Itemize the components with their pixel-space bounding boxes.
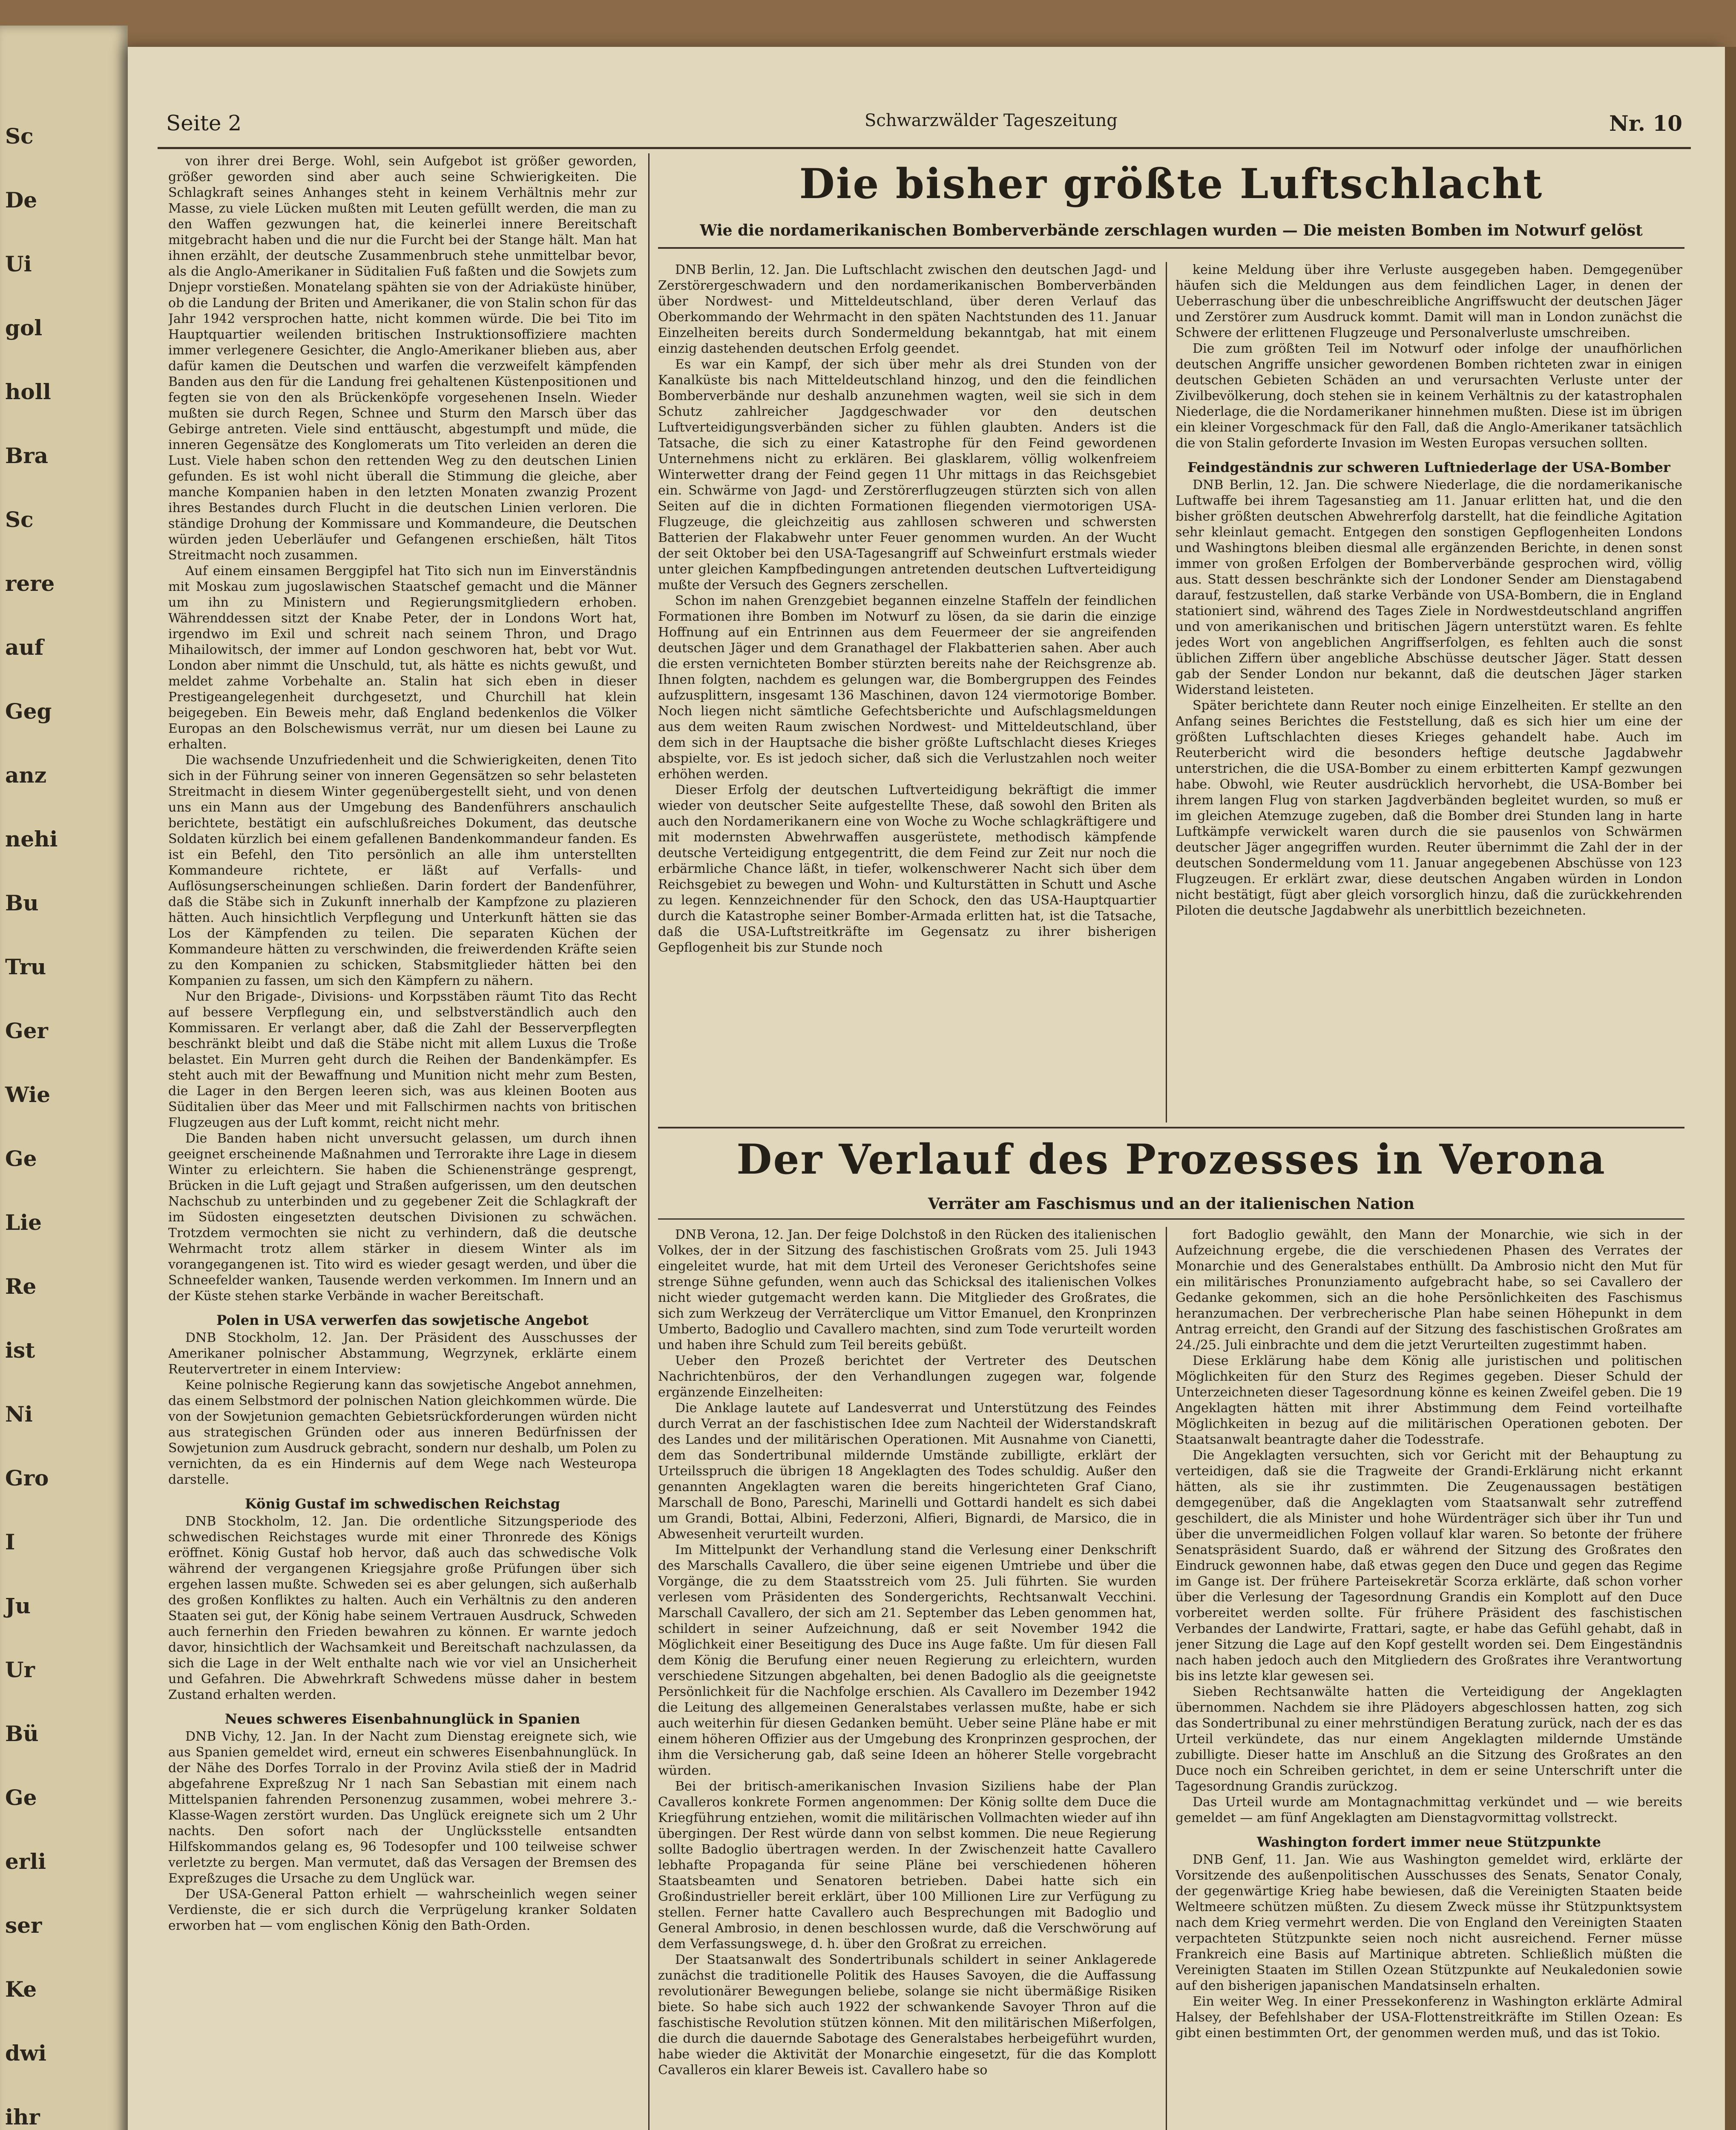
article1-column-a	[658, 262, 1156, 1123]
paragraph: DNB Genf, 11. Jan. Wie aus Washington gemeldet wird, erklärte der Vorsitzende des außenpolitischen Ausschusses des Senats, Senator Conaly, der gegenwärtige Krieg habe bewiesen, daß die Vereinigten Staaten beide Weltmeere schützen müßten. Zu diesem Zweck müsse ihr Stützpunktsystem nach dem Krieg vermehrt werden. Die von England den Vereinigten Staaten verpachteten Stützpunkte seien noch nicht ausreichend. Ferner müsse Frankreich eine Basis auf Martinique abtreten. Schließlich müßten die Vereinigten Staaten im Stillen Ozean Stützpunkte auf Neukaledonien sowie auf den bisherigen japanischen Mandatsinseln erhalten.	[1176, 1852, 1682, 1993]
previous-page-fragment: Ni	[5, 1402, 33, 1427]
article2-headline: Der Verlauf des Prozesses in Verona	[736, 1135, 1606, 1183]
paragraph: DNB Berlin, 12. Jan. Die schwere Niederlage, die die nordamerikanische Luftwaffe bei ihrem Tagesanstieg am 11. Januar erlitten hat, und die den bisher größten deutschen Abwehrerfolg darstellt, hat die feindliche Agitation sehr kleinlaut gemacht. Entgegen den sonstigen Gepflogenheiten Londons und Washingtons bleiben diesmal alle ergänzenden Berichte, in denen sonst immer von großen Erfolgen der Bomberverbände gesprochen wird, völlig aus. Statt dessen beschränkte sich der Londoner Sender am Dienstagabend darauf, festzustellen, daß starke Verbände von USA-Bombern, die in England stationiert sind, während des Tages Ziele in Nordwestdeutschland angriffen und von amerikanischen und britischen Jägern unterstützt waren. Es fehlte jedes Wort von angeblichen Angriffserfolgen, es fehlten auch die sonst üblichen Ziffern über angebliche Abschüsse deutscher Jäger. Statt dessen gab der Sender London nur bekannt, daß die deutschen Jäger starken Widerstand leisteten.	[1176, 478, 1682, 697]
newspaper-page	[128, 47, 1725, 2130]
paragraph: Die Angeklagten versuchten, sich vor Gericht mit der Behauptung zu verteidigen, daß sie die Tragweite der Grandi-Erklärung nicht erkannt hätten, als sie ihr zustimmten. Die Zeugenaussagen bestätigen demgegenüber, daß die Angeklagten vom Staatsanwalt sehr zutreffend geschildert, die als Minister und hohe Würdenträger sich über ihr Tun und über die unvermeidlichen Folgen vollauf klar waren. So betonte der frühere Senatspräsident Suardo, daß er während der Sitzung des Großrates den Eindruck gewonnen habe, daß etwas gegen den Duce und gegen das Regime im Gange ist. Der frühere Parteisekretär Scorza erklärte, daß schon vorher über die Verlesung der Tagesordnung Grandis ein Komplott auf den Duce vorbereitet werden sollte. Für frühere Präsident des faschistischen Verbandes der Landwirte, Frattari, sagte, er habe das Gefühl gehabt, daß in jener Sitzung die Lage auf den Kopf gestellt worden sei. Dem Eingeständnis nach haben jedoch auch den Mitgliedern des Großrates ihre Verantwortung bis ins letzte klar gewesen sei.	[1176, 1448, 1682, 1684]
page-header	[166, 111, 1682, 145]
previous-page-fragment: Re	[5, 1274, 37, 1299]
paragraph: Nur den Brigade-, Divisions- und Korpsstäben räumt Tito das Recht auf bessere Verpflegung ein, und selbstverständlich auch den Kommissaren. Er verlangt aber, daß die Zahl der Besserverpflegten beschränkt bleibt und daß die Stäbe nicht mit allem Luxus die Troße belastet. Ein Murren geht durch die Reihen der Bandenkämpfer. Es steht auch mit der Bewaffnung und Munition nicht mehr zum Besten, die Lager in den Bergen leeren sich, was aus kleinen Booten aus Süditalien über das Meer und mit Fallschirmen nachts von britischen Flugzeugen aus der Luft kommt, reicht nicht mehr.	[168, 989, 637, 1130]
column-divider	[1166, 262, 1167, 1123]
sub-headline: Polen in USA verwerfen das sowjetische Angebot	[216, 1312, 589, 1328]
paragraph: Ein weiter Weg. In einer Pressekonferenz in Washington erklärte Admiral Halsey, der Befehlshaber der USA-Flottenstreitkräfte im Stillen Ozean: Es gibt einen bestimmten Ort, der genommen werden muß, und das ist Tokio.	[1176, 1994, 1682, 2041]
previous-page-fragment: De	[5, 187, 37, 213]
paragraph: fort Badoglio gewählt, den Mann der Monarchie, wie sich in der Aufzeichnung ergebe, die die verschiedenen Phasen des Verrates der Monarchie und des Generalstabes enthüllt. Da Ambrosio nicht den Mut für ein militärisches Pronunziamento aufgebracht habe, so sei Cavallero der Gedanke gekommen, sich an die hohe Persönlichkeiten des Faschismus heranzumachen. Der verbrecherische Plan habe seinen Höhepunkt in dem Antrag erreicht, den Grandi auf der Sitzung des faschistischen Großrates am 24./25. Juli einbrachte und dem die jetzt Verurteilten zugestimmt haben.	[1176, 1227, 1682, 1353]
sub-headline: Washington fordert immer neue Stützpunkte	[1257, 1834, 1601, 1850]
previous-page-fragment: Sc	[5, 507, 34, 532]
previous-page-fragment: anz	[5, 763, 47, 788]
paragraph: Die Banden haben nicht unversucht gelassen, um durch ihnen geeignet erscheinende Maßnahmen und Terrorakte ihre Lage in diesem Winter zu erleichtern. Sie haben die Schienenstränge gesprengt, Brücken in die Luft gejagt und Straßen aufgerissen, um den deutschen Nachschub zu unterbinden und zu gegebener Zeit die Schlagkraft der im Südosten eingesetzten deutschen Divisionen zu schwächen. Trotzdem vermochten sie nicht zu verhindern, daß die deutsche Wehrmacht trotz allem stärker in diesem Winter als im vorangegangenen ist. Tito wird es wieder gesagt werden, und über die Schneefelder wanken, Tausende werden verkommen. Im Innern und an der Küste stehen starke Verbände in wacher Bereitschaft.	[168, 1131, 637, 1304]
previous-page-fragment: Gro	[5, 1465, 49, 1491]
article-separator	[658, 1127, 1684, 1128]
header-rule	[158, 147, 1691, 149]
previous-page-fragment: Bü	[5, 1721, 39, 1746]
article2-column-a	[658, 1227, 1156, 2130]
previous-page-fragment: ist	[5, 1338, 35, 1363]
previous-page-fragment: Ui	[5, 251, 32, 276]
previous-page-fragment: Ge	[5, 1146, 37, 1171]
previous-page-fragment: Wie	[5, 1082, 51, 1107]
previous-page-fragment: nehi	[5, 826, 58, 852]
article1-subheadline: Wie die nordamerikanischen Bomberverbände zerschlagen wurden — Die meisten Bomben im Notwurf gelöst	[700, 222, 1643, 239]
newspaper-name: Schwarzwälder Tageszeitung	[865, 111, 1118, 130]
paragraph: Bei der britisch-amerikanischen Invasion Siziliens habe der Plan Cavalleros konkrete Formen angenommen: Der König sollte dem Duce die Kriegführung entziehen, womit die militärischen Vollmachten wieder auf ihn übergingen. Der Rest würde dann von selbst kommen. Die neue Regierung sollte Badoglio übertragen werden. In der Zwischenzeit hatte Cavallero lebhafte Propaganda für seine Pläne bei verschiedenen höheren Staatsbeamten und Senatoren betrieben. Dabei hatte sich ein Großindustrieller bereit erklärt, über 100 Millionen Lire zur Verfügung zu stellen. Ferner hatte Cavallero auch Besprechungen mit Badoglio und General Ambrosio, in denen beschlossen wurde, daß die Verschwörung auf dem Verfassungswege, d. h. über den Großrat zu erreichen.	[658, 1779, 1156, 1952]
paragraph: Auf einem einsamen Berggipfel hat Tito sich nun im Einverständnis mit Moskau zum jugoslawischen Staatschef gemacht und die Männer um ihn zu Ministern und Regierungsmitgliedern erhoben. Währenddessen sitzt der Knabe Peter, der in Londons Wort hat, irgendwo im Exil und schreit nach seinem Thron, und Drago Mihailowitsch, der immer auf London geschworen hat, bebt vor Wut. London aber nimmt die Unschuld, tut, als hätte es nichts gewußt, und meldet zahme Vorbehalte an. Stalin hat sich eben in dieser Prestigeangelegenheit durchgesetzt, und Churchill hat klein beigegeben. Ein Beweis mehr, daß England bedenkenlos die Völker Europas an den Bolschewismus verrät, nur um diesen bei Laune zu erhalten.	[168, 564, 637, 752]
paragraph: Es war ein Kampf, der sich über mehr als drei Stunden von der Kanalküste bis nach Mitteldeutschland hinzog, und den die feindlichen Bomberverbände nur deshalb anzunehmen wagten, weil sie sich in dem Schutz zahlreicher Jagdgeschwader vor den deutschen Luftverteidigungsverbänden sicher zu fühlen glaubten. Anders ist die Tatsache, die sich zu einer Katastrophe für den Feind gewordenen Unternehmens nicht zu erklären. Bei glasklarem, völlig wolkenfreiem Winterwetter drang der Feind gegen 11 Uhr mittags in das Reichsgebiet ein. Schwärme von Jagd- und Zerstörerflugzeugen stürzten sich von allen Seiten auf die in dichten Formationen fliegenden viermotorigen USA-Flugzeuge, die gleichzeitig aus zahllosen schweren und schwersten Batterien der Flakabwehr unter Feuer genommen wurden. An der Wucht der seit Oktober bei den USA-Tagesangriff auf Schweinfurt erstmals wieder unter gleichen Kampfbedingungen antretenden deutschen Luftverteidigung mußte der Versuch des Gegners zerschellen.	[658, 357, 1156, 593]
previous-page-fragment: gol	[5, 315, 43, 340]
previous-page-fragment: erli	[5, 1849, 46, 1874]
article1-headline: Die bisher größte Luftschlacht	[799, 160, 1543, 208]
previous-page-fragment: Ke	[5, 1977, 37, 2002]
issue-number: Nr. 10	[1609, 111, 1682, 136]
paragraph: Ueber den Prozeß berichtet der Vertreter des Deutschen Nachrichtenbüros, der den Verhandlungen zugegen war, folgende ergänzende Einzelheiten:	[658, 1353, 1156, 1400]
article2-rule	[658, 1218, 1684, 1220]
previous-page-fragment: Ur	[5, 1657, 35, 1682]
paragraph: Im Mittelpunkt der Verhandlung stand die Verlesung einer Denkschrift des Marschalls Cavallero, die über seine eigenen Umtriebe und über die Vorgänge, die zu dem Staatsstreich vom 25. Juli führten. Sie wurden verlesen vom Präsidenten des Sondergerichts, Rechtsanwalt Vecchini. Marschall Cavallero, der sich am 21. September das Leben genommen hat, schildert in seiner Aufzeichnung, daß er seit November 1942 die Möglichkeit einer Beseitigung des Duce ins Auge faßte. Um für diesen Fall dem König die Berufung einer neuen Regierung zu erleichtern, wurden verschiedene Sitzungen abgehalten, bei denen Badoglio als die geeignetste Persönlichkeit für die Nachfolge erschien. Als Cavallero im Dezember 1942 die Leitung des allgemeinen Generalstabes verlassen mußte, habe er sich auch weiterhin für diesen Gedanken bemüht. Ueber seine Pläne habe er mit einem höheren Offizier aus der Umgebung des Kronprinzen gesprochen, der ihm die Versicherung gab, daß seine Ideen an höherer Stelle vorgebracht würden.	[658, 1543, 1156, 1778]
paragraph: DNB Stockholm, 12. Jan. Der Präsident des Ausschusses der Amerikaner polnischer Abstammung, Wegrzynek, erklärte einem Reutervertreter in einem Interview:	[168, 1330, 637, 1377]
article2-subheadline: Verräter am Faschismus und an der italienischen Nation	[928, 1195, 1415, 1213]
previous-page-fragment: ser	[5, 1913, 42, 1938]
previous-page-fragment: rere	[5, 571, 55, 596]
sub-headline: Neues schweres Eisenbahnunglück in Spanien	[224, 1711, 581, 1727]
paragraph: keine Meldung über ihre Verluste ausgegeben haben. Demgegenüber häufen sich die Meldungen aus dem feindlichen Lager, in denen der Ueberraschung über die unbeschreibliche Angriffswucht der deutschen Jäger und Zerstörer zum Ausdruck kommt. Damit will man in London zunächst die Schwere der erlittenen Flugzeuge und Personalverluste umschreiben.	[1176, 262, 1682, 340]
previous-page-fragment: Bu	[5, 890, 39, 915]
previous-page-fragment: Geg	[5, 699, 52, 724]
sub-headline: Feindgeständnis zur schweren Luftniederlage der USA-Bomber	[1187, 459, 1670, 475]
paragraph: Schon im nahen Grenzgebiet begannen einzelne Staffeln der feindlichen Formationen ihre Bomben im Notwurf zu lösen, da sie darin die einzige Hoffnung auf ein Entrinnen aus dem Feuermeer der sie angreifenden deutschen Jäger und dem Granathagel der Flakbatterien sahen. Aber auch die ersten vernichteten Bomber stürzten bereits nahe der Reichsgrenze ab. Ihnen folgten, nachdem es gelungen war, die Bombergruppen des Feindes aufzusplittern, insgesamt 136 Maschinen, davon 124 viermotorige Bomber. Noch liegen nicht sämtliche Gefechtsberichte und Aufschlagsmeldungen aus dem weiten Raum zwischen Nordwest- und Mitteldeutschland, über dem sich in der Hauptsache die bisher größte Luftschlacht dieses Krieges abspielte, vor. Es ist jedoch sicher, daß sich die Verlustzahlen noch weiter erhöhen werden.	[658, 593, 1156, 782]
column-divider	[1166, 1227, 1167, 2130]
paragraph: DNB Verona, 12. Jan. Der feige Dolchstoß in den Rücken des italienischen Volkes, der in der Sitzung des faschistischen Großrats vom 25. Juli 1943 eingeleitet wurde, hat mit dem Urteil des Veroneser Gerichtshofes seine strenge Sühne gefunden, wenn auch das Schicksal des italienischen Volkes nicht wieder gutgemacht werden kann. Die Mitglieder des Großrates, die sich zum Werkzeug der Verräterclique um Vittor Emanuel, den Kronprinzen Umberto, Badoglio und Cavallero machten, sind zum Tode verurteilt worden und haben ihre Schuld zum Teil bereits gebüßt.	[658, 1227, 1156, 1353]
previous-page-fragment: Sc	[5, 124, 34, 149]
previous-page-fragment: Ger	[5, 1018, 48, 1043]
paragraph: Die Anklage lautete auf Landesverrat und Unterstützung des Feindes durch Verrat an der faschistischen Idee zum Nachteil der Widerstandskraft des Landes und der militärischen Operationen. Mit Ausnahme von Cianetti, dem das Sondertribunal mildernde Umstände zubilligte, erklärt der Urteilsspruch die übrigen 18 Angeklagten des Todes schuldig. Außer den genannten Angeklagten waren die bereits hingerichteten Graf Ciano, Marschall de Bono, Pareschi, Marinelli und Gottardi handelt es sich dabei um Grandi, Bottai, Albini, Federzoni, Alfieri, Bignardi, de Marsico, die in Abwesenheit verurteilt wurden.	[658, 1401, 1156, 1542]
column-left	[168, 153, 637, 2130]
paragraph: Die zum größten Teil im Notwurf oder infolge der unaufhörlichen deutschen Angriffe unsicher gewordenen Bomben richteten zwar in einigen deutschen Gebieten Schäden an und verursachten Verluste unter der Zivilbevölkerung, doch stehen sie in keinem Verhältnis zu der katastrophalen Niederlage, die die Nordamerikaner hinnehmen mußten. Diese ist im übrigen ein kleiner Vorgeschmack für den Fall, daß die Anglo-Amerikaner tatsächlich die von Stalin geforderte Invasion im Westen Europas versuchen sollten.	[1176, 341, 1682, 451]
previous-page-fragment: Ge	[5, 1785, 37, 1810]
previous-page-edge	[0, 26, 128, 2130]
paragraph: Keine polnische Regierung kann das sowjetische Angebot annehmen, das einem Selbstmord der polnischen Nation gleichkommen würde. Die von der Sowjetunion gemachten Gebietsrückforderungen würden nicht aus strategischen Gründen oder aus inneren Bedürfnissen der Sowjetunion zum Ausdruck gebracht, sondern nur deshalb, um Polen zu vernichten, da es ein Hindernis auf dem Wege nach Westeuropa darstelle.	[168, 1378, 637, 1487]
article1-rule	[658, 247, 1684, 249]
previous-page-fragment: I	[5, 1529, 15, 1554]
paragraph: Diese Erklärung habe dem König alle juristischen und politischen Möglichkeiten für den Sturz des Regimes gegeben. Dieser Schuld der Unterzeichneten dieser Tagesordnung könne es keinen Zweifel geben. Die 19 Angeklagten hätten mit ihrer Abstimmung dem Feind vorteilhafte Möglichkeiten in bezug auf die militärischen Operationen geboten. Der Staatsanwalt beantragte daher die Todesstrafe.	[1176, 1353, 1682, 1447]
paragraph: Das Urteil wurde am Montagnachmittag verkündet und — wie bereits gemeldet — am fünf Angeklagten am Dienstagvormittag vollstreckt.	[1176, 1795, 1682, 1825]
paragraph: von ihrer drei Berge. Wohl, sein Aufgebot ist größer geworden, größer geworden sind aber auch seine Schwierigkeiten. Die Schlagkraft seines Anhanges steht in keinem Verhältnis mehr zur Masse, zu viele Lücken mußten mit Leuten gefüllt werden, die man zu den Waffen gezwungen hat, die keinerlei innere Bereitschaft mitgebracht haben und die nur die Furcht bei der Stange hält. Man hat ihnen erzählt, der deutsche Zusammenbruch stehe unmittelbar bevor, als die Anglo-Amerikaner in Süditalien Fuß faßten und die Sowjets zum Dnjepr vorstießen. Monatelang spähten sie von der Adriaküste hinüber, ob die Landung der Briten und Amerikaner, die von Stalin schon für das Jahr 1942 versprochen hatte, nicht kommen würde. Die bei Tito im Hauptquartier weilenden britischen Instruktionsoffiziere machten immer verlegenere Gesichter, die Anglo-Amerikaner blieben aus, aber dafür kamen die Deutschen und warfen die verzweifelt kämpfenden Banden aus den für die Landung frei gehaltenen Küstenpositionen und fegten sie von den als Brückenköpfe vorgesehenen Inseln. Wieder mußten sie durch Regen, Schnee und Sturm den Marsch über das Gebirge antreten. Viele sind enttäuscht, abgestumpft und müde, die inneren Gegensätze des Konglomerats um Tito verleiden an deren die Lust. Viele haben schon den rettenden Weg zu den deutschen Linien gefunden. Es ist wohl nicht überall die Stimmung die gleiche, aber manche Kompanien haben in den letzten Monaten zwanzig Prozent ihres Bestandes durch Flucht in die deutschen Linien verloren. Die ständige Drohung der Kommissare und Kommandeure, die Deutschen würden jeden Ueberläufer und Gefangenen erschießen, hält Titos Streitmacht noch zusammen.	[168, 154, 637, 563]
column-divider	[648, 153, 650, 2130]
paragraph: Sieben Rechtsanwälte hatten die Verteidigung der Angeklagten übernommen. Nachdem sie ihre Plädoyers abgeschlossen hatten, zog sich das Sondertribunal zu einer mehrstündigen Beratung zurück, nach der es das Urteil verkündete, das nur einem Angeklagten mildernde Umstände zubilligte. Dieser hatte im Anschluß an die Sitzung des Großrates an den Duce noch ein Schreiben gerichtet, in dem er seine Unterschrift unter die Tagesordnung Grandis zurückzog.	[1176, 1684, 1682, 1794]
previous-page-fragment: dwi	[5, 2041, 46, 2066]
previous-page-fragment: Lie	[5, 1210, 42, 1235]
paragraph: Die wachsende Unzufriedenheit und die Schwierigkeiten, denen Tito sich in der Führung seiner von inneren Gegensätzen so sehr belasteten Streitmacht in diesem Winter gegenübergestellt sieht, und von denen uns ein Mann aus der Umgebung des Bandenführers anschaulich berichtete, bestätigt ein aufschlußreiches Dokument, das deutsche Soldaten kürzlich bei einem gefallenen Bandenkommandeur fanden. Es ist ein Befehl, den Tito persönlich an alle ihm unterstellten Kommandeure richtete, er läßt auf Verfalls- und Auflösungserscheinungen schließen. Darin fordert der Bandenführer, daß die Stäbe sich in Zukunft innerhalb der Kampfzone zu plazieren hätten. Auch hinsichtlich Verpflegung und Unterkunft hätten sie das Los der Kämpfenden zu teilen. Die separaten Küchen der Kommandeure hätten zu verschwinden, die freiwerdenden Kräfte seien zu den Kompanien zu schicken, Stabsmitglieder hätten bei den Kompanien zu fassen, um sich den Kämpfern zu nähern.	[168, 753, 637, 988]
previous-page-fragment: Tru	[5, 954, 46, 979]
paragraph: DNB Berlin, 12. Jan. Die Luftschlacht zwischen den deutschen Jagd- und Zerstörergeschwadern und den nordamerikanischen Bomberverbänden über Nordwest- und Mitteldeutschland, über deren Verlauf das Oberkommando der Wehrmacht in den späten Nachtstunden des 11. Januar Einzelheiten bereits durch Sondermeldung bekanntgab, hat mit einem einzig dastehenden deutschen Erfolg geendet.	[658, 262, 1156, 356]
paragraph: DNB Stockholm, 12. Jan. Die ordentliche Sitzungsperiode des schwedischen Reichstages wurde mit einer Thronrede des Königs eröffnet. König Gustaf hob hervor, daß auch das schwedische Volk während der vergangenen Kriegsjahre große Prüfungen über sich ergehen lassen mußte. Schweden sei es aber gelungen, sich außerhalb des großen Konfliktes zu halten. Auch ein Verhältnis zu den anderen Staaten sei gut, der König habe seinem Vertrauen Ausdruck, Schweden auch fernerhin den Frieden bewahren zu können. Er warnte jedoch davor, hinsichtlich der Wachsamkeit und Bereitschaft nachzulassen, da sich die Lage in der Welt enthalte nach wie vor viel an Unsicherheit und Gefahren. Die Abwehrkraft Schwedens müsse daher in bestem Zustand erhalten werden.	[168, 1514, 637, 1702]
binding-edge	[1725, 47, 1736, 2130]
page-number: Seite 2	[166, 111, 242, 135]
previous-page-fragment: auf	[5, 635, 44, 660]
previous-page-fragment: holl	[5, 379, 51, 404]
article2-column-b	[1176, 1227, 1682, 2130]
sub-headline: König Gustaf im schwedischen Reichstag	[244, 1496, 560, 1512]
paragraph: Der Staatsanwalt des Sondertribunals schildert in seiner Anklagerede zunächst die traditionelle Politik des Hauses Savoyen, die die Auffassung revolutionärer Bewegungen beliebe, solange sie nicht übermäßige Risiken biete. So habe sich auch 1922 der schwankende Savoyer Thron auf die faschistische Revolution stützen können. Mit den militärischen Mißerfolgen, die durch die dauernde Sabotage des Generalstabes herbeigeführt wurden, habe wieder die Aktivität der Monarchie eingesetzt, für die das Komplott Cavalleros ein klarer Beweis ist. Cavallero habe so	[658, 1952, 1156, 2078]
paragraph: Dieser Erfolg der deutschen Luftverteidigung bekräftigt die immer wieder von deutscher Seite aufgestellte These, daß sowohl den Briten als auch den Nordamerikanern eine von Woche zu Woche schlagkräftigere und mit modernsten Abwehrwaffen ausgerüstete, methodisch kämpfende deutsche Verteidigung entgegentritt, die dem Feind zur Zeit nur noch die erbärmliche Chance läßt, in tiefer, wolkenschwerer Nacht sich über dem Reichsgebiet zu bewegen und Wohn- und Kulturstätten in Schutt und Asche zu legen. Kennzeichnender für den Schock, den das USA-Hauptquartier durch die Katastrophe seiner Bomber-Armada erlitten hat, ist die Tatsache, daß die USA-Luftstreitkräfte im Gegensatz zu ihrer bisherigen Gepflogenheit bis zur Stunde noch	[658, 783, 1156, 955]
paragraph: Später berichtete dann Reuter noch einige Einzelheiten. Er stellte an den Anfang seines Berichtes die Feststellung, daß es sich hier um eine der größten Luftschlachten dieses Krieges gehandelt habe. Auch im Reuterbericht wird die besonders heftige deutsche Jagdabwehr unterstrichen, die die USA-Bomber zu einem erbitterten Kampf gezwungen habe. Obwohl, wie Reuter ausdrücklich hervorhebt, die USA-Bomber bei ihrem langen Flug von starken Jagdverbänden begleitet wurden, so muß er im gleichen Atemzuge zugeben, daß die Bomber drei Stunden lang in harte Luftkämpfe verwickelt waren durch die sie pausenlos von Schwärmen deutscher Jäger angegriffen wurden. Reuter übernimmt die Zahl der in der deutschen Sondermeldung vom 11. Januar angegebenen Abschüsse von 123 Flugzeugen. Er erklärt zwar, diese deutschen Angaben würden in London nicht bestätigt, fügt aber gleich vorsorglich hinzu, daß die zurückkehrenden Piloten die deutsche Jagdabwehr als unerbittlich bezeichneten.	[1176, 698, 1682, 918]
paragraph: DNB Vichy, 12. Jan. In der Nacht zum Dienstag ereignete sich, wie aus Spanien gemeldet wird, erneut ein schweres Eisenbahnunglück. In der Nähe des Dorfes Torralo in der Provinz Avila stieß der in Madrid abgefahrene Expreßzug Nr 1 nach San Sebastian mit einem nach Mittelspanien fahrenden Personenzug zusammen, wobei mehrere 3.-Klasse-Wagen zerstört wurden. Das Unglück ereignete sich um 2 Uhr nachts. Den sofort nach der Unglücksstelle entsandten Hilfskommandos gelang es, 96 Todesopfer und 100 teilweise schwer verletzte zu bergen. Man vermutet, daß das Versagen der Bremsen des Expreßzuges die Ursache zu dem Unglück war.	[168, 1729, 637, 1886]
previous-page-fragment: ihr	[5, 2104, 40, 2130]
paragraph: Der USA-General Patton erhielt — wahrscheinlich wegen seiner Verdienste, die er sich durch die Verprügelung kranker Soldaten erworben hat — vom englischen König den Bath-Orden.	[168, 1887, 637, 1933]
previous-page-fragment: Ju	[5, 1593, 31, 1618]
previous-page-fragment: Bra	[5, 443, 49, 468]
article1-column-b	[1176, 262, 1682, 1123]
